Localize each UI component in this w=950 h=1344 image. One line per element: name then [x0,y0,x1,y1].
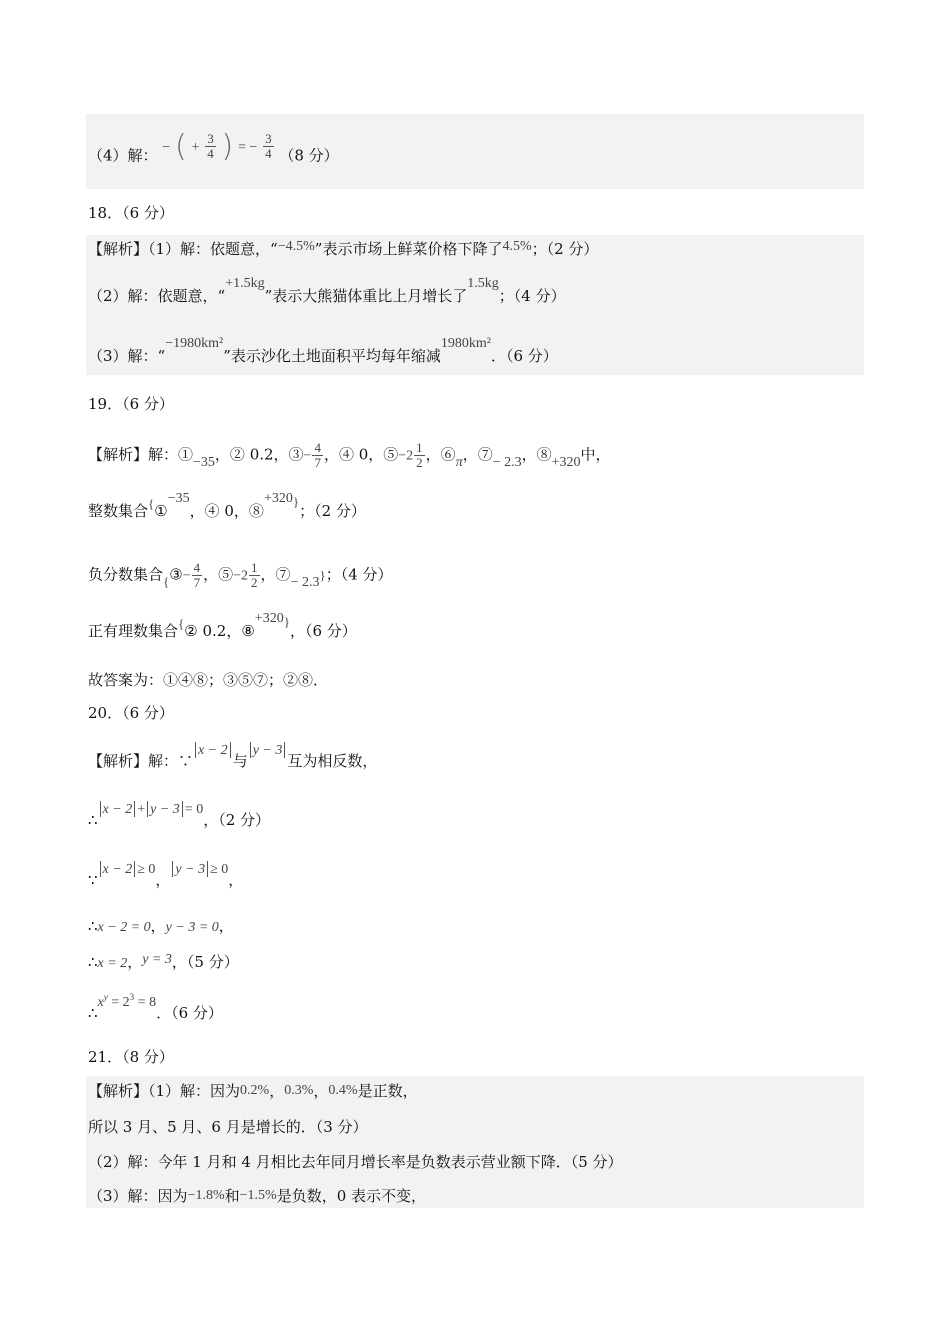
q20-header: 20．（6 分） [88,704,174,722]
q20-line1: 【解析】解：∵x − 2与y − 3互为相反数， [88,743,378,770]
q18-part1: 【解析】（1）解：依题意，“−4.5%”表示市场上鲜菜价格下降了4.5%；（2 分） [88,239,599,258]
q21-part1: 【解析】（1）解：因为0.2%，0.3%，0.4%是正数， [88,1082,418,1100]
q20-line2: ∴x − 2 + y − 3 = 0，（2 分） [88,802,271,829]
q20-line3: ∵x − 2 ≥ 0，y − 3 ≥ 0， [88,862,244,889]
left-paren: ( [175,128,187,164]
q20-line6: $\therefore x^y = 2^3 = 8$．（6 分） [88,992,223,1022]
q19-answer: 故答案为：①④⑧；③⑤⑦；②⑧． [88,671,329,689]
right-paren: ) [221,128,234,164]
fraction: $\frac{3}{4}$ [265,131,272,161]
q19-header: 19．（6 分） [88,395,174,413]
q21-header: 21．（8 分） [88,1048,174,1066]
fraction: $\frac{3}{4}$ [207,131,214,161]
q21-part1-conclusion: 所以 3 月、5 月、6 月是增长的．（3 分） [88,1118,368,1136]
q18-part2: （2）解：依题意，“+1.5kg”表示大熊猫体重比上月增长了1.5kg；（4 分） [88,276,566,305]
q20-line5: ∴x = 2，y = 3，（5 分） [88,952,239,971]
q19-negative-fraction-set: 负分数集合{③− $\frac{4}{7}$ ，⑤−2 $\frac{1}{2}$ ，⑦− 2.3}；（4 分） [88,560,393,590]
q17-part4: （4）解： − ( + $\frac{3}{4}$ ) = − $\frac{3}{4}$ （8 分） [88,128,339,165]
q19-integer-set: 整数集合{①−35，④ 0，⑧+320}；（2 分） [88,491,366,520]
q21-part3: （3）解：因为−1.8%和−1.5%是负数，0 表示不变， [88,1187,426,1205]
q21-part2: （2）解：今年 1 月和 4 月相比去年同月增长率是负数表示营业额下降．（5 分） [88,1153,623,1171]
q18-header: 18．（6 分） [88,204,174,222]
q18-part3: （3）解：“−1980km²”表示沙化土地面积平均每年缩减1980km²．（6 分） [88,336,558,365]
q19-line1: 【解析】解：①−35，② 0.2，③− $\frac{4}{7}$ ，④ 0，⑤−2 $\frac{1}{2}$ ，⑥π，⑦− 2.3，⑧+320中， [88,440,611,470]
q20-line4: ∴x − 2 = 0，y − 3 = 0， [88,917,234,935]
q19-positive-rational-set: 正有理数集合{② 0.2，⑧+320}，（6 分） [88,611,357,640]
